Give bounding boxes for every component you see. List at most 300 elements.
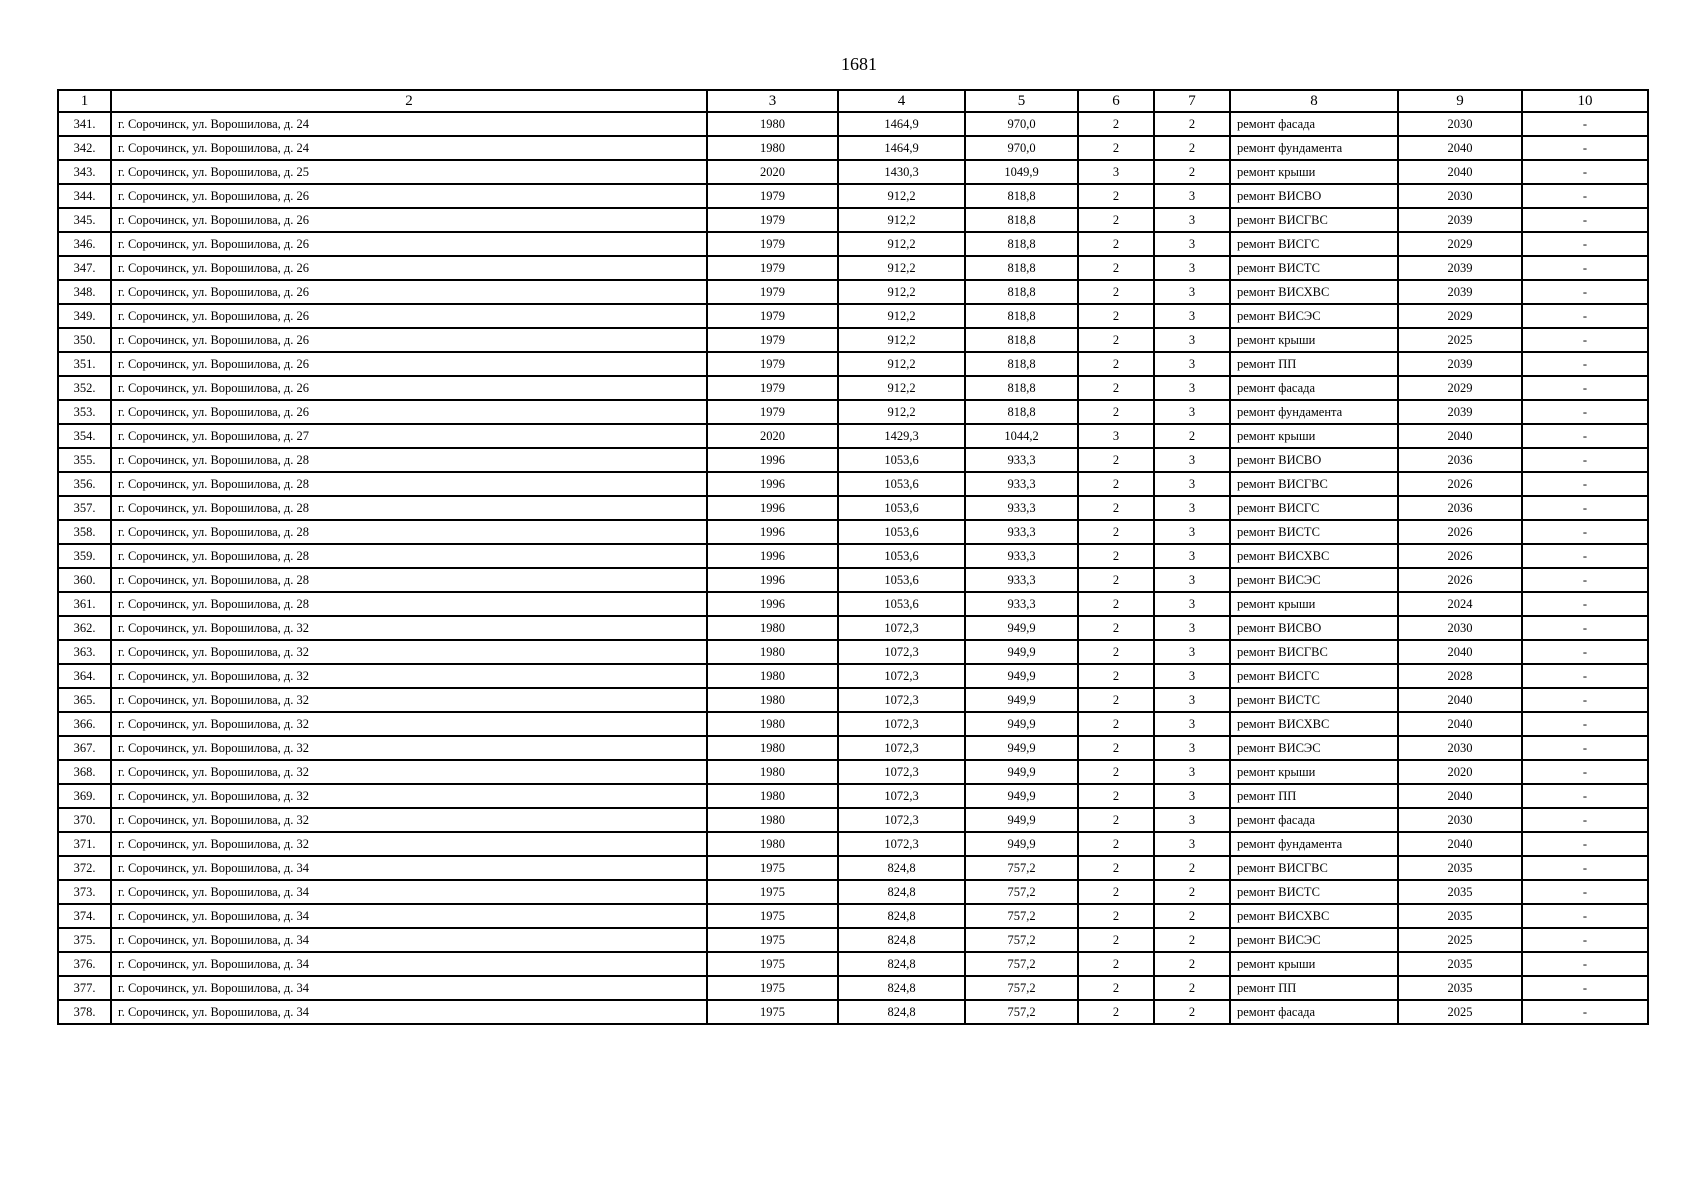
cell-total-area: 912,2 <box>838 400 965 424</box>
cell-row-number: 361. <box>58 592 111 616</box>
cell-living-area: 1049,9 <box>965 160 1078 184</box>
cell-floors: 2 <box>1078 184 1154 208</box>
cell-entrances: 3 <box>1154 232 1230 256</box>
cell-address: г. Сорочинск, ул. Ворошилова, д. 26 <box>111 184 707 208</box>
cell-repair-year: 2028 <box>1398 664 1522 688</box>
cell-note: - <box>1522 640 1648 664</box>
cell-note: - <box>1522 880 1648 904</box>
cell-entrances: 2 <box>1154 928 1230 952</box>
table-row <box>58 688 1648 712</box>
cell-repair-year: 2035 <box>1398 904 1522 928</box>
cell-year-built: 1980 <box>707 808 838 832</box>
cell-year-built: 1980 <box>707 688 838 712</box>
cell-total-area: 824,8 <box>838 952 965 976</box>
cell-note: - <box>1522 232 1648 256</box>
cell-repair-type: ремонт ВИСЭС <box>1230 928 1398 952</box>
cell-repair-year: 2025 <box>1398 928 1522 952</box>
cell-repair-type: ремонт фасада <box>1230 112 1398 136</box>
cell-address: г. Сорочинск, ул. Ворошилова, д. 32 <box>111 640 707 664</box>
cell-entrances: 3 <box>1154 664 1230 688</box>
table-row <box>58 376 1648 400</box>
cell-year-built: 1975 <box>707 904 838 928</box>
cell-note: - <box>1522 760 1648 784</box>
cell-address: г. Сорочинск, ул. Ворошилова, д. 32 <box>111 760 707 784</box>
cell-note: - <box>1522 544 1648 568</box>
cell-floors: 2 <box>1078 280 1154 304</box>
cell-living-area: 933,3 <box>965 448 1078 472</box>
cell-entrances: 3 <box>1154 184 1230 208</box>
cell-note: - <box>1522 256 1648 280</box>
cell-floors: 2 <box>1078 904 1154 928</box>
table-row <box>58 520 1648 544</box>
cell-repair-type: ремонт ВИСХВС <box>1230 280 1398 304</box>
cell-row-number: 354. <box>58 424 111 448</box>
cell-repair-year: 2040 <box>1398 832 1522 856</box>
cell-row-number: 369. <box>58 784 111 808</box>
cell-year-built: 1980 <box>707 664 838 688</box>
cell-entrances: 3 <box>1154 496 1230 520</box>
cell-year-built: 1979 <box>707 280 838 304</box>
cell-row-number: 342. <box>58 136 111 160</box>
cell-total-area: 1053,6 <box>838 520 965 544</box>
cell-living-area: 818,8 <box>965 352 1078 376</box>
cell-repair-type: ремонт ВИСЭС <box>1230 736 1398 760</box>
cell-row-number: 358. <box>58 520 111 544</box>
cell-row-number: 343. <box>58 160 111 184</box>
cell-floors: 2 <box>1078 808 1154 832</box>
cell-living-area: 757,2 <box>965 880 1078 904</box>
cell-address: г. Сорочинск, ул. Ворошилова, д. 28 <box>111 592 707 616</box>
cell-row-number: 344. <box>58 184 111 208</box>
cell-living-area: 818,8 <box>965 232 1078 256</box>
cell-total-area: 1430,3 <box>838 160 965 184</box>
cell-total-area: 1072,3 <box>838 736 965 760</box>
capital-repair-table <box>57 89 1649 1025</box>
table-row <box>58 448 1648 472</box>
cell-floors: 2 <box>1078 952 1154 976</box>
table-row <box>58 544 1648 568</box>
cell-note: - <box>1522 520 1648 544</box>
table-row <box>58 136 1648 160</box>
cell-year-built: 1980 <box>707 736 838 760</box>
cell-floors: 2 <box>1078 496 1154 520</box>
cell-floors: 2 <box>1078 784 1154 808</box>
cell-floors: 2 <box>1078 472 1154 496</box>
cell-total-area: 912,2 <box>838 208 965 232</box>
cell-year-built: 1980 <box>707 112 838 136</box>
cell-floors: 2 <box>1078 880 1154 904</box>
cell-repair-year: 2020 <box>1398 760 1522 784</box>
cell-note: - <box>1522 1000 1648 1024</box>
cell-repair-type: ремонт фундамента <box>1230 400 1398 424</box>
cell-floors: 3 <box>1078 160 1154 184</box>
cell-floors: 2 <box>1078 976 1154 1000</box>
cell-floors: 2 <box>1078 208 1154 232</box>
cell-entrances: 3 <box>1154 376 1230 400</box>
cell-address: г. Сорочинск, ул. Ворошилова, д. 34 <box>111 976 707 1000</box>
cell-note: - <box>1522 952 1648 976</box>
cell-repair-year: 2029 <box>1398 304 1522 328</box>
cell-address: г. Сорочинск, ул. Ворошилова, д. 24 <box>111 112 707 136</box>
cell-repair-year: 2039 <box>1398 352 1522 376</box>
cell-repair-type: ремонт ВИСТС <box>1230 688 1398 712</box>
cell-entrances: 2 <box>1154 424 1230 448</box>
cell-entrances: 3 <box>1154 592 1230 616</box>
cell-floors: 2 <box>1078 712 1154 736</box>
cell-note: - <box>1522 160 1648 184</box>
cell-row-number: 375. <box>58 928 111 952</box>
cell-total-area: 824,8 <box>838 976 965 1000</box>
cell-row-number: 351. <box>58 352 111 376</box>
cell-year-built: 1996 <box>707 448 838 472</box>
cell-living-area: 818,8 <box>965 376 1078 400</box>
cell-note: - <box>1522 400 1648 424</box>
cell-address: г. Сорочинск, ул. Ворошилова, д. 26 <box>111 304 707 328</box>
cell-row-number: 364. <box>58 664 111 688</box>
cell-row-number: 373. <box>58 880 111 904</box>
table-row <box>58 328 1648 352</box>
cell-entrances: 3 <box>1154 808 1230 832</box>
cell-living-area: 757,2 <box>965 1000 1078 1024</box>
cell-note: - <box>1522 976 1648 1000</box>
cell-repair-year: 2035 <box>1398 856 1522 880</box>
cell-row-number: 368. <box>58 760 111 784</box>
cell-total-area: 1072,3 <box>838 712 965 736</box>
cell-repair-year: 2030 <box>1398 112 1522 136</box>
cell-note: - <box>1522 424 1648 448</box>
cell-entrances: 2 <box>1154 112 1230 136</box>
cell-entrances: 3 <box>1154 304 1230 328</box>
cell-year-built: 1996 <box>707 592 838 616</box>
cell-repair-year: 2040 <box>1398 424 1522 448</box>
column-header-1: 1 <box>58 90 111 112</box>
cell-entrances: 2 <box>1154 136 1230 160</box>
column-header-8: 8 <box>1230 90 1398 112</box>
cell-note: - <box>1522 328 1648 352</box>
cell-note: - <box>1522 616 1648 640</box>
cell-floors: 2 <box>1078 616 1154 640</box>
table-row <box>58 112 1648 136</box>
cell-year-built: 1979 <box>707 376 838 400</box>
cell-note: - <box>1522 376 1648 400</box>
cell-repair-type: ремонт крыши <box>1230 160 1398 184</box>
cell-living-area: 933,3 <box>965 592 1078 616</box>
cell-row-number: 356. <box>58 472 111 496</box>
table-row <box>58 304 1648 328</box>
cell-total-area: 1053,6 <box>838 568 965 592</box>
page-number: 1681 <box>841 54 877 74</box>
cell-note: - <box>1522 184 1648 208</box>
table-row <box>58 592 1648 616</box>
cell-living-area: 818,8 <box>965 280 1078 304</box>
cell-floors: 3 <box>1078 424 1154 448</box>
cell-address: г. Сорочинск, ул. Ворошилова, д. 32 <box>111 832 707 856</box>
cell-living-area: 1044,2 <box>965 424 1078 448</box>
cell-repair-year: 2030 <box>1398 616 1522 640</box>
cell-repair-type: ремонт ВИСХВС <box>1230 544 1398 568</box>
cell-year-built: 1996 <box>707 520 838 544</box>
cell-year-built: 1996 <box>707 472 838 496</box>
cell-note: - <box>1522 832 1648 856</box>
cell-living-area: 949,9 <box>965 760 1078 784</box>
cell-address: г. Сорочинск, ул. Ворошилова, д. 28 <box>111 520 707 544</box>
column-header-9: 9 <box>1398 90 1522 112</box>
cell-note: - <box>1522 496 1648 520</box>
column-header-3: 3 <box>707 90 838 112</box>
cell-living-area: 818,8 <box>965 328 1078 352</box>
cell-floors: 2 <box>1078 544 1154 568</box>
cell-repair-year: 2025 <box>1398 1000 1522 1024</box>
cell-floors: 2 <box>1078 376 1154 400</box>
cell-repair-year: 2039 <box>1398 280 1522 304</box>
cell-repair-type: ремонт ВИСГС <box>1230 664 1398 688</box>
cell-year-built: 1979 <box>707 352 838 376</box>
cell-repair-type: ремонт крыши <box>1230 592 1398 616</box>
cell-entrances: 3 <box>1154 640 1230 664</box>
cell-floors: 2 <box>1078 736 1154 760</box>
cell-address: г. Сорочинск, ул. Ворошилова, д. 34 <box>111 880 707 904</box>
cell-entrances: 3 <box>1154 832 1230 856</box>
cell-address: г. Сорочинск, ул. Ворошилова, д. 28 <box>111 568 707 592</box>
table-row <box>58 880 1648 904</box>
cell-living-area: 818,8 <box>965 256 1078 280</box>
table-row <box>58 424 1648 448</box>
cell-address: г. Сорочинск, ул. Ворошилова, д. 34 <box>111 856 707 880</box>
cell-floors: 2 <box>1078 928 1154 952</box>
cell-address: г. Сорочинск, ул. Ворошилова, д. 27 <box>111 424 707 448</box>
cell-repair-year: 2040 <box>1398 784 1522 808</box>
cell-floors: 2 <box>1078 640 1154 664</box>
cell-year-built: 1980 <box>707 832 838 856</box>
cell-repair-year: 2040 <box>1398 136 1522 160</box>
cell-repair-year: 2026 <box>1398 544 1522 568</box>
cell-living-area: 933,3 <box>965 496 1078 520</box>
cell-repair-type: ремонт ВИСВО <box>1230 184 1398 208</box>
cell-floors: 2 <box>1078 400 1154 424</box>
cell-repair-type: ремонт крыши <box>1230 952 1398 976</box>
column-header-4: 4 <box>838 90 965 112</box>
table-row <box>58 1000 1648 1024</box>
cell-note: - <box>1522 136 1648 160</box>
cell-year-built: 1979 <box>707 328 838 352</box>
cell-row-number: 365. <box>58 688 111 712</box>
cell-address: г. Сорочинск, ул. Ворошилова, д. 32 <box>111 616 707 640</box>
cell-repair-type: ремонт ПП <box>1230 976 1398 1000</box>
cell-total-area: 1053,6 <box>838 544 965 568</box>
cell-address: г. Сорочинск, ул. Ворошилова, д. 34 <box>111 928 707 952</box>
table-row <box>58 256 1648 280</box>
cell-row-number: 367. <box>58 736 111 760</box>
cell-total-area: 1464,9 <box>838 136 965 160</box>
cell-total-area: 824,8 <box>838 1000 965 1024</box>
cell-note: - <box>1522 472 1648 496</box>
cell-entrances: 3 <box>1154 448 1230 472</box>
cell-entrances: 3 <box>1154 328 1230 352</box>
cell-year-built: 1980 <box>707 640 838 664</box>
cell-address: г. Сорочинск, ул. Ворошилова, д. 26 <box>111 328 707 352</box>
cell-repair-type: ремонт ВИСВО <box>1230 616 1398 640</box>
cell-entrances: 3 <box>1154 544 1230 568</box>
cell-total-area: 824,8 <box>838 880 965 904</box>
cell-note: - <box>1522 280 1648 304</box>
table-row <box>58 736 1648 760</box>
cell-floors: 2 <box>1078 664 1154 688</box>
cell-repair-type: ремонт ВИСГВС <box>1230 472 1398 496</box>
cell-floors: 2 <box>1078 448 1154 472</box>
cell-floors: 2 <box>1078 760 1154 784</box>
cell-row-number: 371. <box>58 832 111 856</box>
cell-total-area: 912,2 <box>838 304 965 328</box>
cell-entrances: 3 <box>1154 256 1230 280</box>
cell-row-number: 376. <box>58 952 111 976</box>
cell-living-area: 818,8 <box>965 184 1078 208</box>
cell-note: - <box>1522 928 1648 952</box>
cell-row-number: 346. <box>58 232 111 256</box>
cell-living-area: 949,9 <box>965 664 1078 688</box>
table-row <box>58 208 1648 232</box>
cell-entrances: 3 <box>1154 568 1230 592</box>
cell-total-area: 912,2 <box>838 328 965 352</box>
cell-living-area: 818,8 <box>965 400 1078 424</box>
cell-repair-type: ремонт ВИСТС <box>1230 880 1398 904</box>
cell-note: - <box>1522 856 1648 880</box>
cell-year-built: 1975 <box>707 928 838 952</box>
table-body <box>58 112 1648 1024</box>
table-row <box>58 808 1648 832</box>
table-row <box>58 232 1648 256</box>
cell-repair-year: 2040 <box>1398 160 1522 184</box>
cell-repair-year: 2040 <box>1398 712 1522 736</box>
table-row <box>58 496 1648 520</box>
cell-year-built: 1980 <box>707 712 838 736</box>
cell-repair-type: ремонт крыши <box>1230 328 1398 352</box>
cell-entrances: 2 <box>1154 880 1230 904</box>
cell-total-area: 912,2 <box>838 184 965 208</box>
cell-year-built: 1979 <box>707 208 838 232</box>
cell-year-built: 1979 <box>707 400 838 424</box>
column-header-10: 10 <box>1522 90 1648 112</box>
cell-year-built: 1979 <box>707 232 838 256</box>
cell-repair-year: 2024 <box>1398 592 1522 616</box>
cell-year-built: 1975 <box>707 976 838 1000</box>
cell-living-area: 933,3 <box>965 568 1078 592</box>
table-row <box>58 832 1648 856</box>
column-header-2: 2 <box>111 90 707 112</box>
cell-repair-type: ремонт ПП <box>1230 784 1398 808</box>
cell-year-built: 1980 <box>707 136 838 160</box>
column-header-5: 5 <box>965 90 1078 112</box>
cell-repair-year: 2030 <box>1398 184 1522 208</box>
cell-repair-type: ремонт фасада <box>1230 808 1398 832</box>
cell-address: г. Сорочинск, ул. Ворошилова, д. 32 <box>111 784 707 808</box>
cell-entrances: 3 <box>1154 616 1230 640</box>
cell-repair-year: 2036 <box>1398 496 1522 520</box>
table-row <box>58 856 1648 880</box>
cell-living-area: 818,8 <box>965 304 1078 328</box>
cell-total-area: 912,2 <box>838 256 965 280</box>
cell-total-area: 824,8 <box>838 856 965 880</box>
cell-entrances: 3 <box>1154 784 1230 808</box>
cell-floors: 2 <box>1078 112 1154 136</box>
cell-repair-year: 2026 <box>1398 520 1522 544</box>
cell-row-number: 378. <box>58 1000 111 1024</box>
cell-year-built: 1996 <box>707 544 838 568</box>
cell-total-area: 1429,3 <box>838 424 965 448</box>
cell-living-area: 757,2 <box>965 976 1078 1000</box>
cell-address: г. Сорочинск, ул. Ворошилова, д. 26 <box>111 376 707 400</box>
cell-address: г. Сорочинск, ул. Ворошилова, д. 28 <box>111 496 707 520</box>
cell-row-number: 349. <box>58 304 111 328</box>
cell-repair-year: 2026 <box>1398 472 1522 496</box>
cell-total-area: 912,2 <box>838 232 965 256</box>
cell-entrances: 3 <box>1154 520 1230 544</box>
cell-year-built: 1980 <box>707 616 838 640</box>
cell-repair-year: 2036 <box>1398 448 1522 472</box>
cell-row-number: 348. <box>58 280 111 304</box>
cell-note: - <box>1522 808 1648 832</box>
cell-note: - <box>1522 736 1648 760</box>
cell-living-area: 949,9 <box>965 688 1078 712</box>
cell-year-built: 2020 <box>707 160 838 184</box>
cell-year-built: 1975 <box>707 1000 838 1024</box>
cell-address: г. Сорочинск, ул. Ворошилова, д. 25 <box>111 160 707 184</box>
cell-entrances: 2 <box>1154 976 1230 1000</box>
table-row <box>58 664 1648 688</box>
cell-address: г. Сорочинск, ул. Ворошилова, д. 32 <box>111 736 707 760</box>
cell-total-area: 1072,3 <box>838 808 965 832</box>
cell-address: г. Сорочинск, ул. Ворошилова, д. 28 <box>111 448 707 472</box>
table-row <box>58 712 1648 736</box>
cell-row-number: 341. <box>58 112 111 136</box>
cell-repair-type: ремонт фундамента <box>1230 832 1398 856</box>
cell-repair-year: 2026 <box>1398 568 1522 592</box>
cell-entrances: 2 <box>1154 904 1230 928</box>
cell-repair-type: ремонт ВИСТС <box>1230 256 1398 280</box>
cell-note: - <box>1522 112 1648 136</box>
cell-address: г. Сорочинск, ул. Ворошилова, д. 26 <box>111 400 707 424</box>
cell-note: - <box>1522 904 1648 928</box>
table-row <box>58 568 1648 592</box>
cell-living-area: 949,9 <box>965 808 1078 832</box>
cell-floors: 2 <box>1078 688 1154 712</box>
cell-repair-year: 2039 <box>1398 256 1522 280</box>
cell-floors: 2 <box>1078 568 1154 592</box>
cell-entrances: 3 <box>1154 736 1230 760</box>
cell-total-area: 1072,3 <box>838 664 965 688</box>
cell-total-area: 824,8 <box>838 928 965 952</box>
cell-year-built: 1980 <box>707 760 838 784</box>
cell-address: г. Сорочинск, ул. Ворошилова, д. 32 <box>111 712 707 736</box>
cell-row-number: 355. <box>58 448 111 472</box>
table-row <box>58 952 1648 976</box>
cell-living-area: 949,9 <box>965 784 1078 808</box>
cell-year-built: 1975 <box>707 880 838 904</box>
cell-floors: 2 <box>1078 136 1154 160</box>
cell-note: - <box>1522 664 1648 688</box>
cell-floors: 2 <box>1078 520 1154 544</box>
cell-year-built: 1979 <box>707 304 838 328</box>
cell-repair-year: 2035 <box>1398 976 1522 1000</box>
cell-repair-year: 2035 <box>1398 952 1522 976</box>
cell-repair-year: 2029 <box>1398 376 1522 400</box>
cell-living-area: 818,8 <box>965 208 1078 232</box>
cell-repair-type: ремонт ВИСГС <box>1230 496 1398 520</box>
cell-address: г. Сорочинск, ул. Ворошилова, д. 24 <box>111 136 707 160</box>
cell-repair-type: ремонт ВИСХВС <box>1230 712 1398 736</box>
cell-total-area: 824,8 <box>838 904 965 928</box>
cell-row-number: 370. <box>58 808 111 832</box>
cell-total-area: 912,2 <box>838 352 965 376</box>
